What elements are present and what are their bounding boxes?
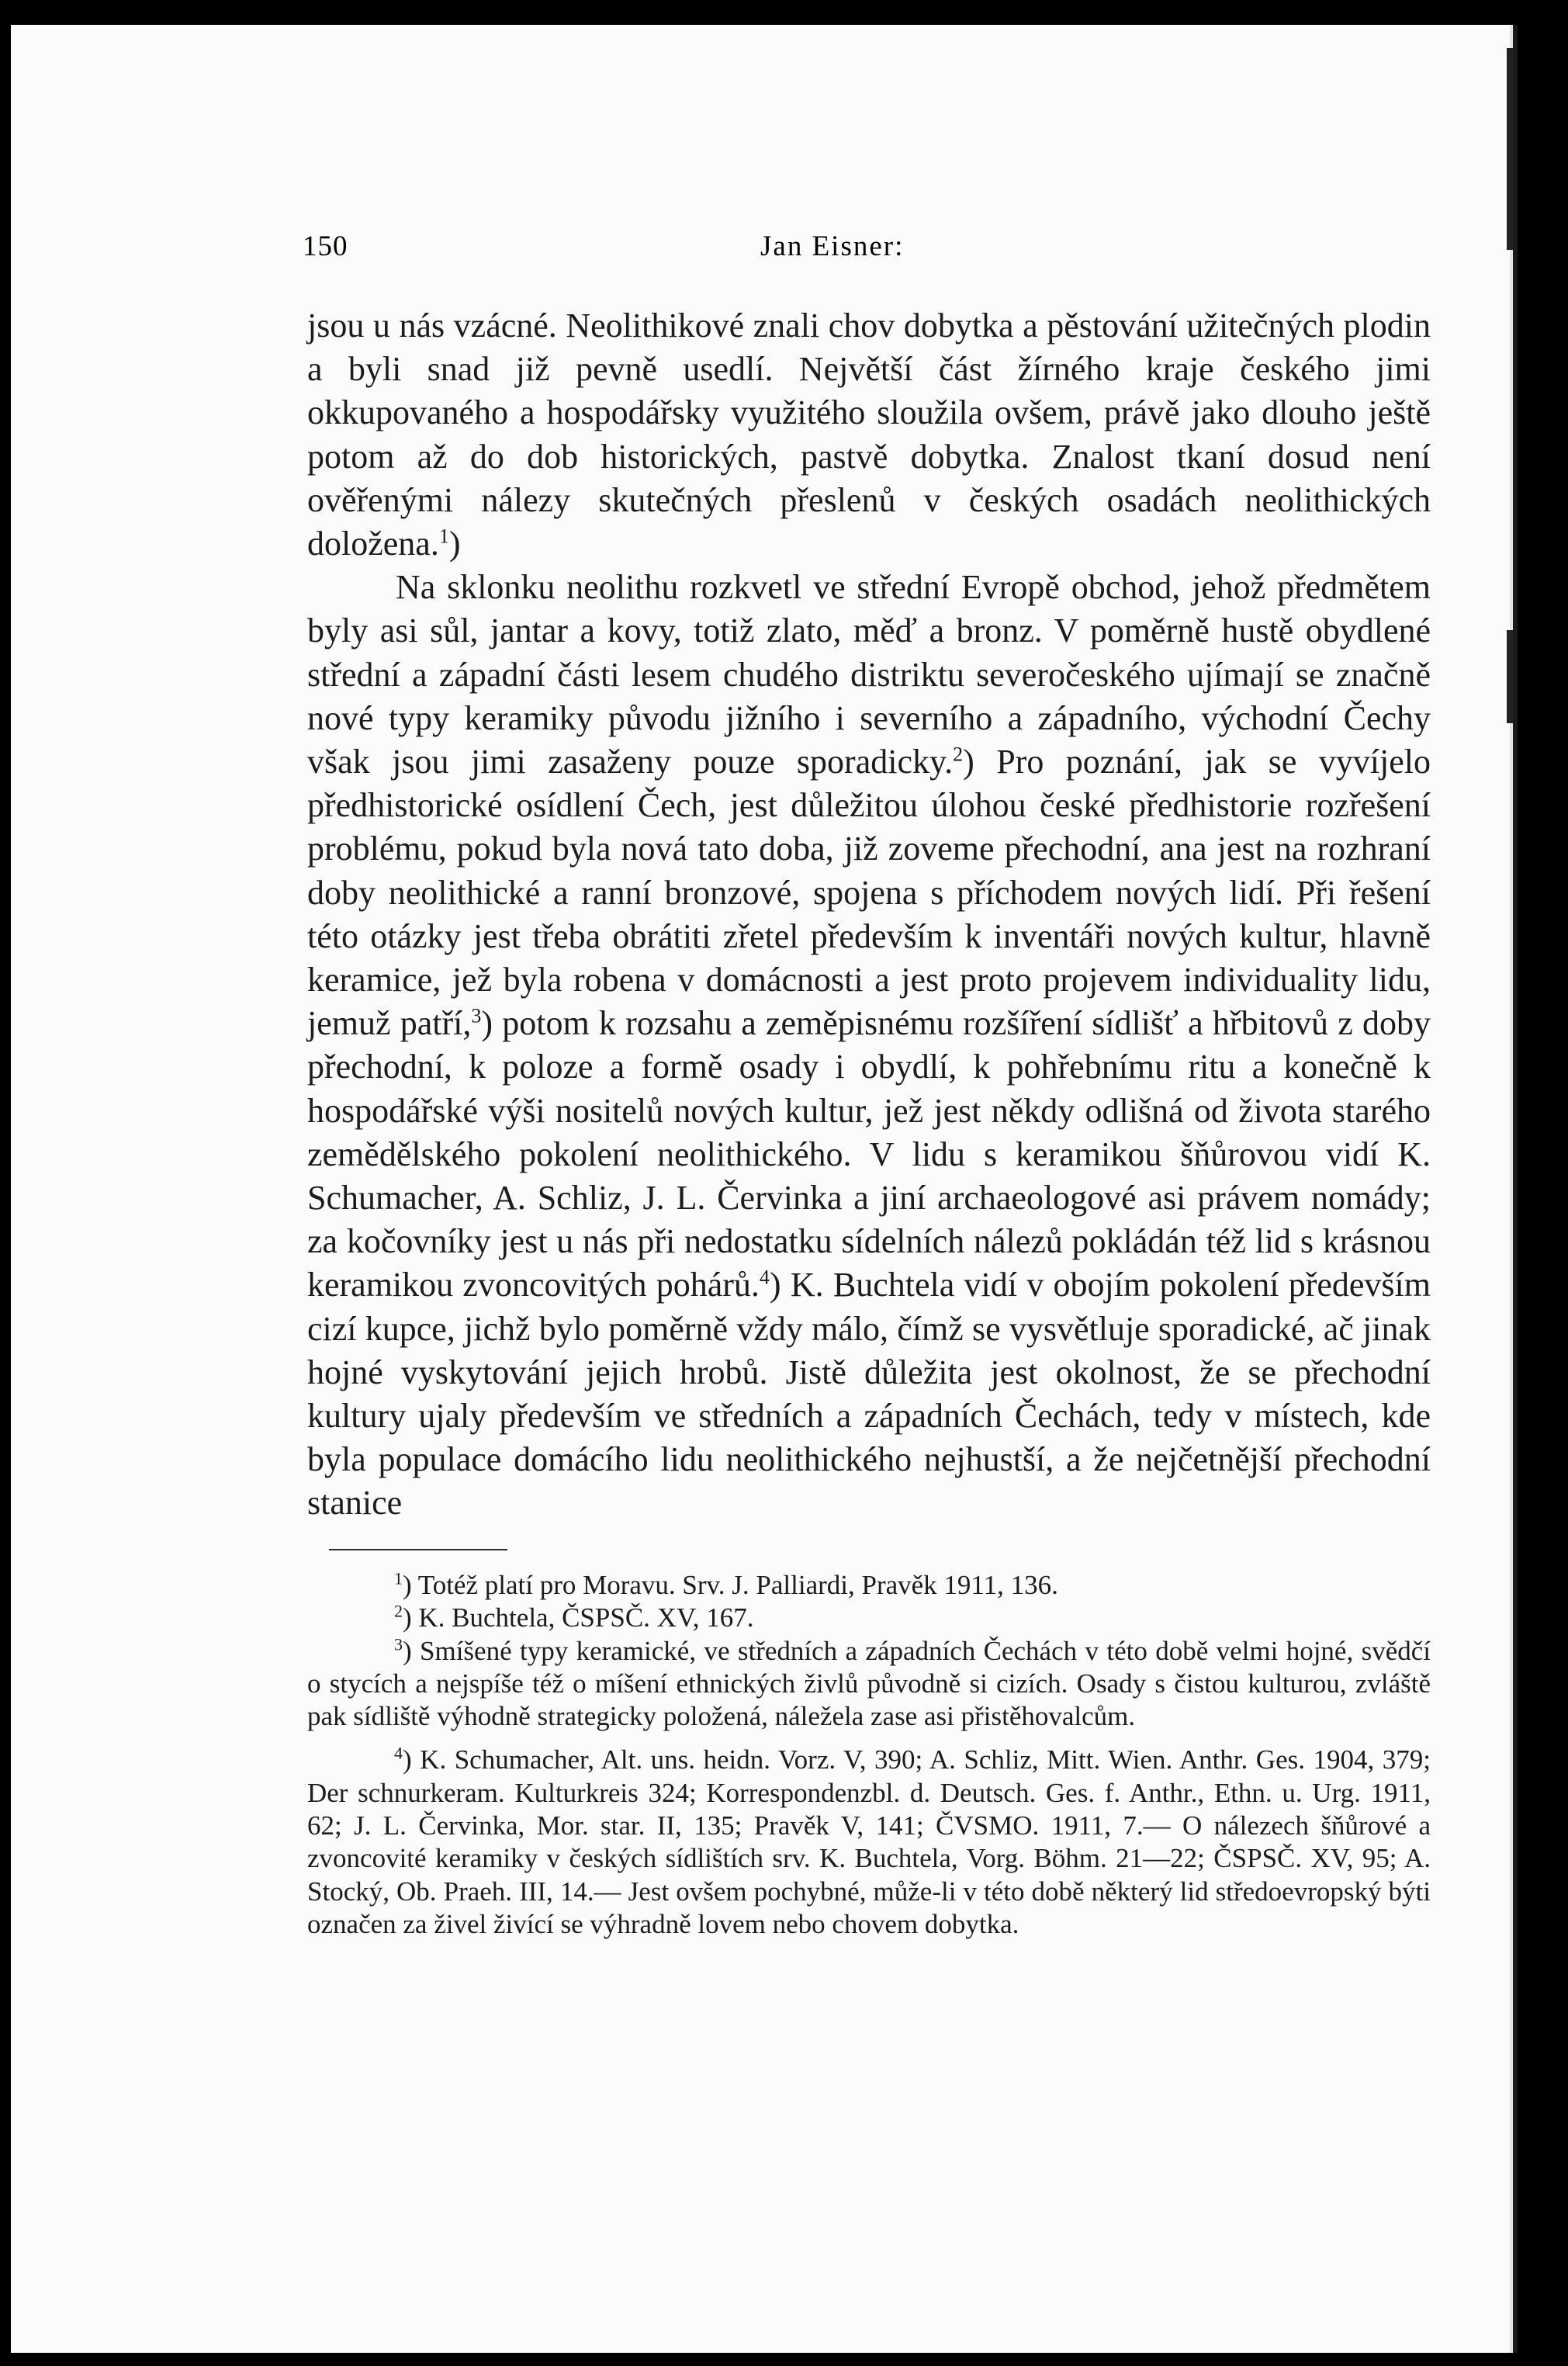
paragraph	[307, 566, 1431, 1525]
footnote	[307, 1569, 1431, 1602]
footnote-ref: 2	[953, 743, 964, 766]
text-run: jsou u nás vzácné. Neolithikové znali chov dobytka a pěstování užitečných plodin a byli snad již pevně usedlí. Největší část žírného kraje českého jimi okkupovaného a hospodářsky využitého sloužila ovšem, právě jako dlouho ještě potom až do dob historických, pastvě dobytka. Znalost tkaní dosud není ověřenými nálezy skutečných přeslenů v českých osadách neolithických doložena.	[307, 307, 1431, 563]
page-edge-shadow	[1507, 630, 1513, 723]
footnote-separator	[329, 1549, 507, 1550]
footnote-ref: 1	[438, 525, 449, 548]
footnote-ref: 4	[759, 1266, 770, 1289]
footnote-number: 2	[394, 1601, 403, 1621]
running-head-author: Jan Eisner:	[760, 230, 905, 262]
footnote-text: ) Totéž platí pro Moravu. Srv. J. Palliardi, Pravěk 1911, 136.	[403, 1570, 1058, 1600]
page-number: 150	[303, 230, 348, 262]
paragraph	[307, 304, 1431, 566]
main-text	[307, 304, 1431, 1526]
footnotes	[307, 1569, 1431, 1941]
footnote-text: ) K. Buchtela, ČSPSČ. XV, 167.	[403, 1602, 754, 1633]
footnote-number: 3	[394, 1633, 403, 1654]
footnote-number: 4	[394, 1743, 403, 1763]
page-edge-shadow	[1507, 48, 1513, 250]
text-run: ) K. Buchtela vidí v obojím pokolení především cizí kupce, jichž bylo poměrně vždy málo, čímž se vysvětluje sporadické, ač jinak hojné vyskytování jejich hrobů. Jistě důležita jest okolnost, že se přechodní kultury ujaly především ve středních a západních Čechách, tedy v místech, kde byla populace domácího lidu neolithického nejhustší, a že nejčetnější přechodní stanice	[307, 1266, 1431, 1522]
text-run: Na sklonku neolithu rozkvetl ve střední Evropě obchod, jehož předmětem byly asi sůl, jantar a kovy, totiž zlato, měď a bronz. V poměrně hustě obydlené střední a západní části lesem chudého distriktu severočeského ujímají se značně nové typy keramiky původu jižního i severního a západního, východní Čechy však jsou jimi zasaženy pouze sporadicky.	[307, 568, 1431, 781]
text-run: ) Pro poznání, jak se vyvíjelo předhistorické osídlení Čech, jest důležitou úlohou české předhistorie rozřešení problému, pokud byla nová tato doba, již zoveme přechodní, ana jest na rozhraní doby neolithické a ranní bronzové, spojena s příchodem nových lidí. Při řešení této otázky jest třeba obrátiti zřetel především k inventáři nových kultur, hlavně keramice, jež byla robena v domácnosti a jest proto projevem individuality lidu, jemuž patří,	[307, 743, 1431, 1043]
text-run: ) potom k rozsahu a zeměpisnému rozšíření sídlišť a hřbitovů z doby přechodní, k poloze a formě osady i obydlí, k pohřebnímu ritu a konečně k hospodářské výši nositelů nových kultur, jež jest někdy odlišná od života starého zemědělského pokolení neolithického. V lidu s keramikou šňůrovou vidí K. Schumacher, A. Schliz, J. L. Červinka a jiní archaeologové asi právem nomády; za kočovníky jest u nás při nedostatku sídelních nálezů pokládán též lid s krásnou keramikou zvoncovitých pohárů.	[307, 1004, 1431, 1304]
footnote-number: 1	[394, 1568, 403, 1588]
footnote-ref: 3	[471, 1004, 482, 1027]
footnote	[307, 1635, 1431, 1734]
footnote-text: ) K. Schumacher, Alt. uns. heidn. Vorz. V, 390; A. Schliz, Mitt. Wien. Anthr. Ges. 1904, 379; Der schnurkeram. Kulturkreis 324; Korrespondenzbl. d. Deutsch. Ges. f. Anthr., Ethn. u. Urg. 1911, 62; J. L. Červinka, Mor. star. II, 135; Pravěk V, 141; ČVSMO. 1911, 7.— O nálezech šňůrové a zvoncovité keramiky v českých sídlištích srv. K. Buchtela, Vorg. Böhm. 21—22; ČSPSČ. XV, 95; A. Stocký, Ob. Praeh. III, 14.— Jest ovšem pochybné, může-li v této době některý lid středoevropský býti označen za živel živící se výhradně lovem nebo chovem dobytka.	[307, 1744, 1431, 1939]
footnote	[307, 1602, 1431, 1634]
footnote	[307, 1744, 1431, 1941]
running-header	[303, 230, 1404, 276]
text-run: )	[448, 525, 461, 563]
footnote-text: ) Smíšené typy keramické, ve středních a západních Čechách v této době velmi hojné, svědčí o stycích a nejspíše též o míšení ethnických živlů původně si cizích. Osady s čistou kulturou, zvláště pak sídliště výhodně strategicky položená, náležela zase asi přistěhovalcům.	[307, 1635, 1431, 1732]
